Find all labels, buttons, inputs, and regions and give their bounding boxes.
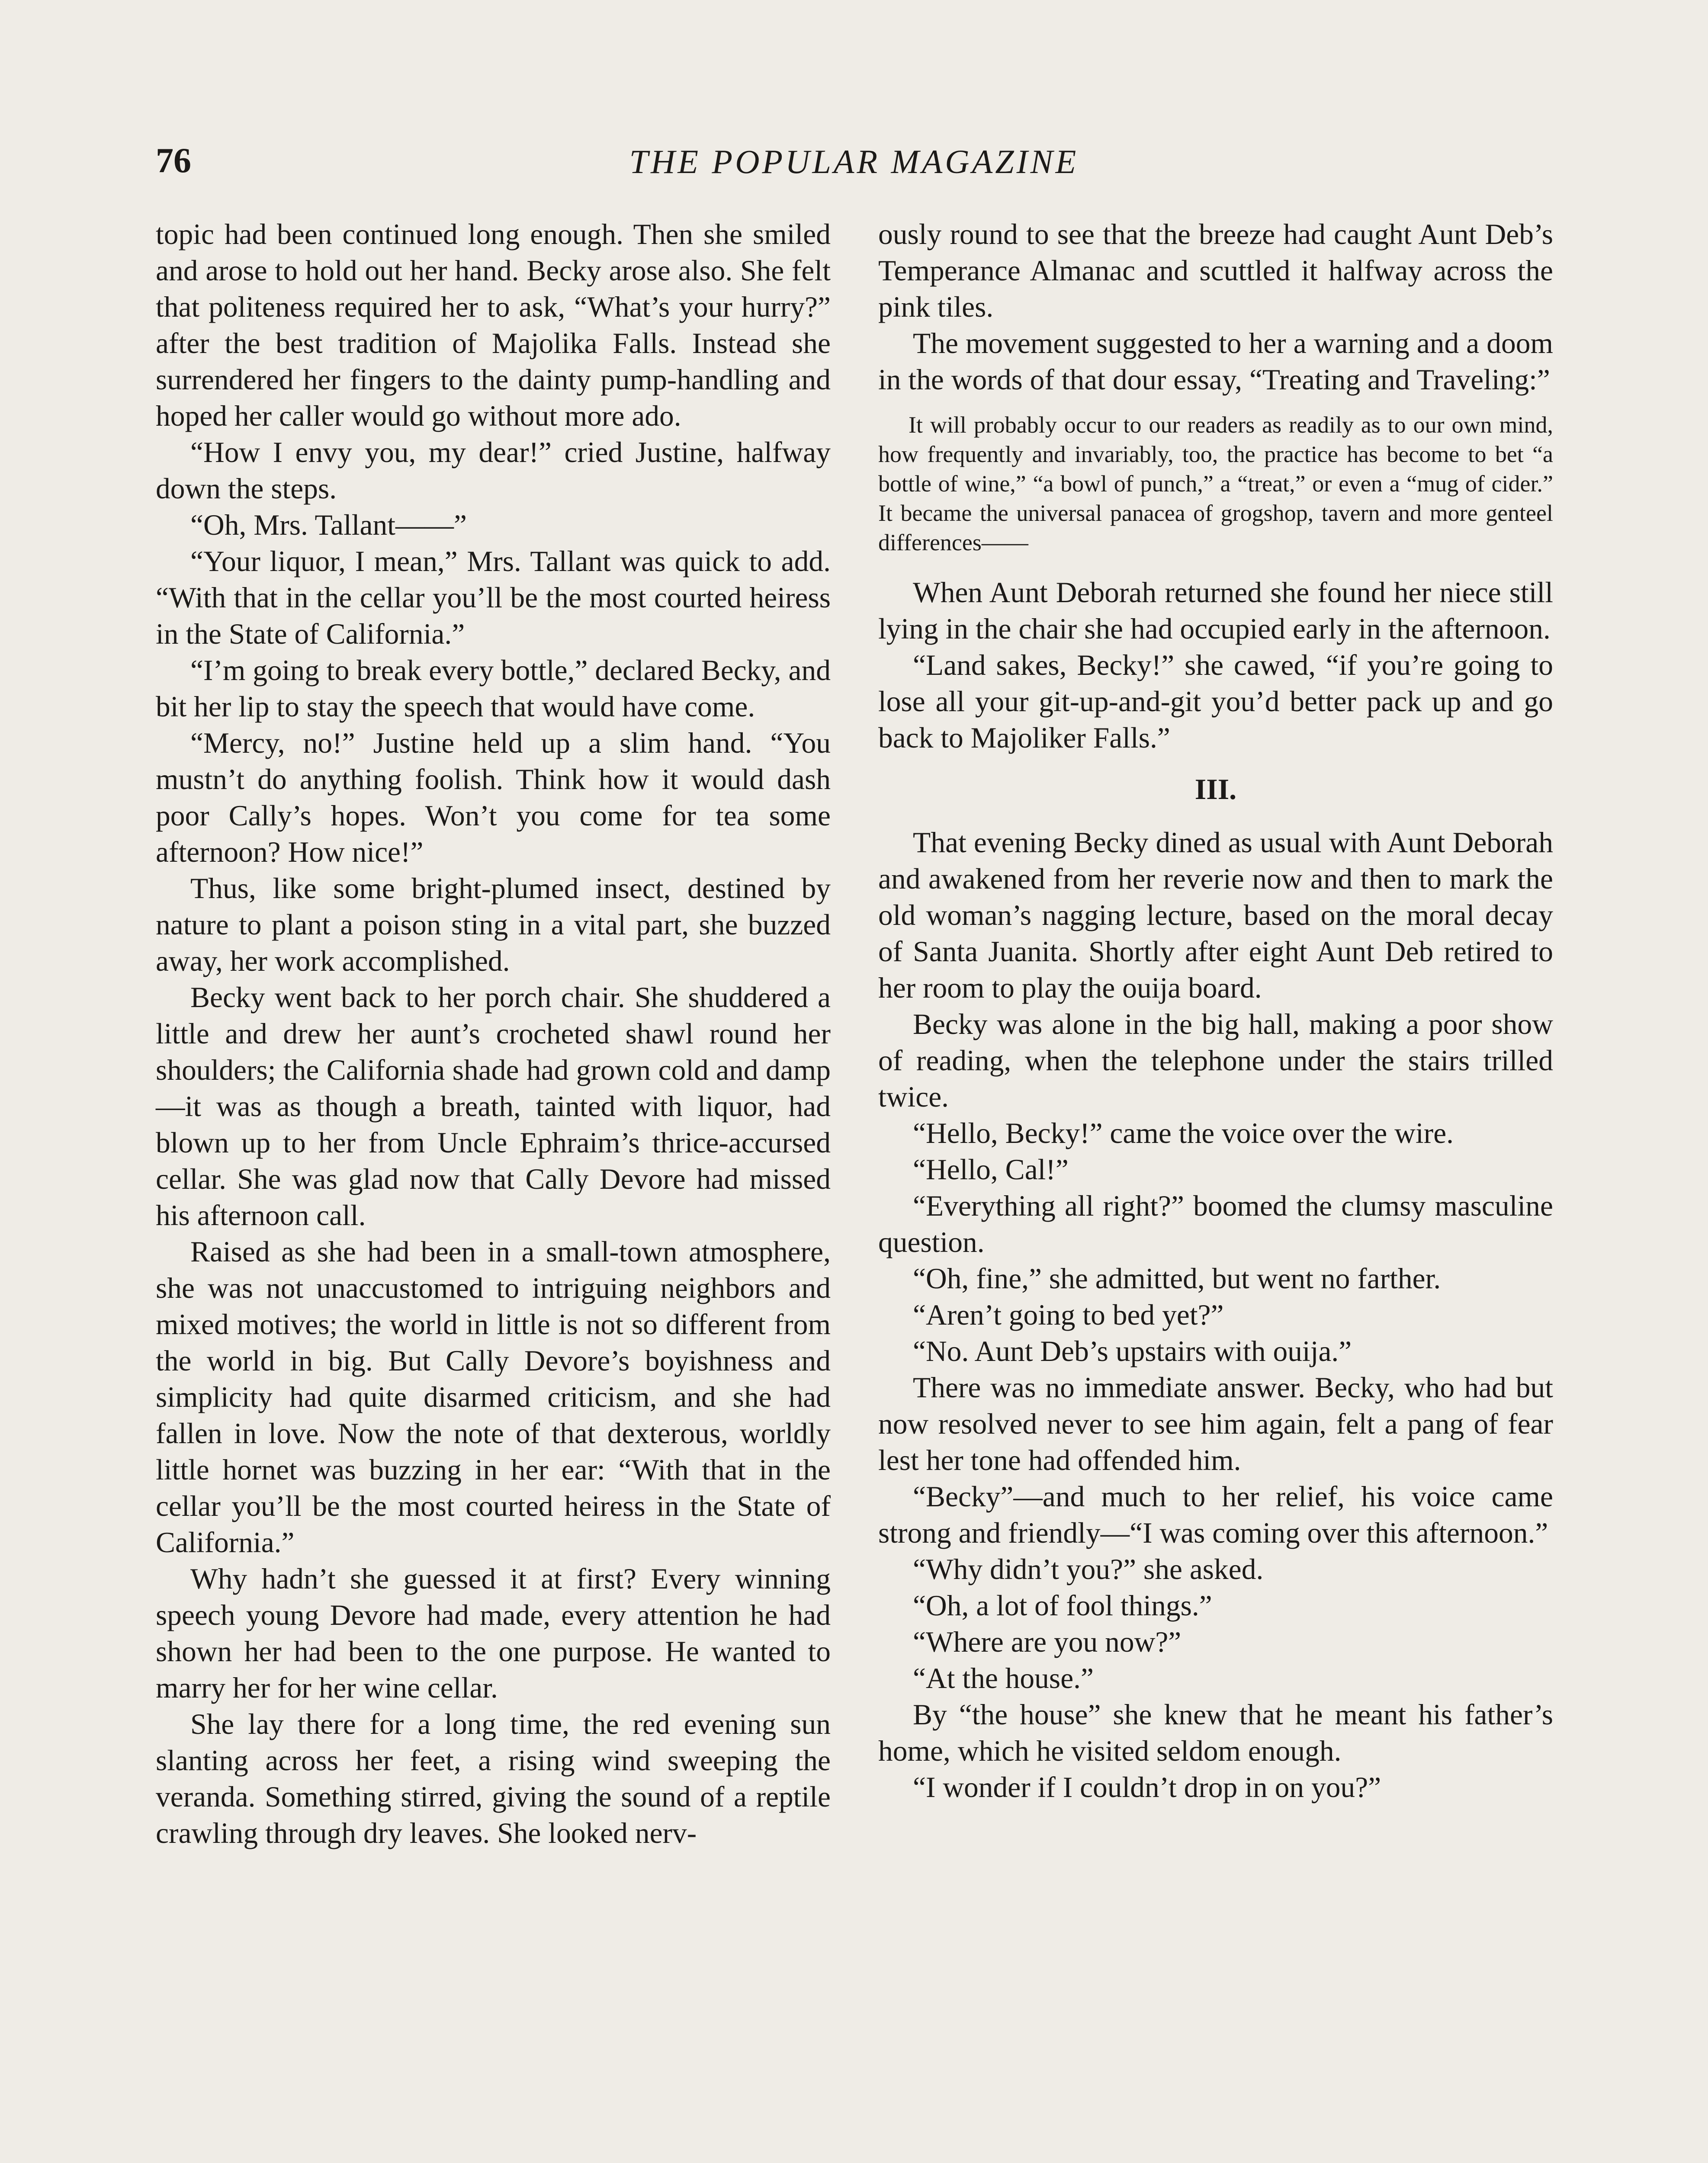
paragraph: “I wonder if I couldn’t drop in on you?” [913,1771,1381,1804]
paragraph: Becky was alone in the big hall, making a poor show of reading, when the telephone under the stairs trilled twice. [878,1008,1553,1113]
paragraph: “I’m going to break every bottle,” declared Becky, and bit her lip to stay the speech that would have come. [156,654,831,723]
paragraph: Becky went back to her porch chair. She shuddered a little and drew her aunt’s crocheted shawl round her shoulders; the California shade had grown cold and damp—it was as though a breath, tainted with liquor, had blown up to her from Uncle Ephraim’s thrice-accursed cellar. She was glad now that Cally Devore had missed his afternoon call. [156,981,831,1232]
paragraph: “No. Aunt Deb’s upstairs with ouija.” [913,1335,1352,1367]
paragraph: She lay there for a long time, the red evening sun slanting across her feet, a rising wind sweeping the veranda. Something stirred, giving the sound of a reptile crawling through dry leaves. She looked nerv- [156,1708,831,1849]
paragraph: “Oh, Mrs. Tallant——” [190,509,467,541]
paragraph: “Everything all right?” boomed the clumsy masculine question. [878,1190,1553,1258]
paragraph: “Mercy, no!” Justine held up a slim hand. “You mustn’t do anything foolish. Think how it would dash poor Cally’s hopes. Won’t you come for tea some afternoon? How nice!” [156,727,831,868]
paragraph: Why hadn’t she guessed it at first? Every winning speech young Devore had made, every attention he had shown her had been to the one purpose. He wanted to marry her for her wine cellar. [156,1563,831,1704]
paragraph: “At the house.” [913,1662,1094,1694]
paragraph: “Oh, a lot of fool things.” [913,1589,1212,1622]
paragraph: That evening Becky dined as usual with Aunt Deborah and awakened from her reverie now and then to mark the old woman’s nagging lecture, based on the moral decay of Santa Juanita. Shortly after eight Aunt Deb retired to her room to play the ouija board. [878,826,1553,1004]
paragraph: “Oh, fine,” she admitted, but went no farther. [913,1262,1441,1295]
paragraph: “Becky”—and much to her relief, his voice came strong and friendly—“I was coming over this afternoon.” [878,1480,1553,1549]
left-column [156,216,831,1852]
paragraph: “Land sakes, Becky!” she cawed, “if you’re going to lose all your git-up-and-git you’d better pack up and go back to Majoliker Falls.” [878,649,1553,754]
paragraph: “Hello, Cal!” [913,1153,1069,1186]
paragraph: “Aren’t going to bed yet?” [913,1299,1224,1331]
block-quote: It will probably occur to our readers as readily as to our own mind, how frequently and invariably, too, the practice has become to bet “a bottle of wine,” “a bowl of punch,” a “treat,” or even a “mug of cider.” It became the universal panacea of grogshop, tavern and more genteel differences—— [878,412,1553,555]
right-column [878,216,1553,1806]
paragraph: The movement suggested to her a warning and a doom in the words of that dour essay, “Treating and Traveling:” [878,327,1553,396]
paragraph: “Your liquor, I mean,” Mrs. Tallant was quick to add. “With that in the cellar you’ll be the most courted heiress in the State of California.” [156,545,831,650]
running-head: THE POPULAR MAGAZINE [629,143,1079,180]
section-number: III. [1194,773,1237,806]
page-number: 76 [156,141,191,180]
paragraph: There was no immediate answer. Becky, who had but now resolved never to see him again, felt a pang of fear lest her tone had offended him. [878,1371,1553,1476]
paragraph: ously round to see that the breeze had caught Aunt Deb’s Temperance Almanac and scuttled it halfway across the pink tiles. [878,218,1553,323]
paragraph: “Hello, Becky!” came the voice over the wire. [913,1117,1454,1149]
paragraph: Raised as she had been in a small-town atmosphere, she was not unaccustomed to intriguing neighbors and mixed motives; the world in little is not so different from the world in big. But Cally Devore’s boyishness and simplicity had quite disarmed criticism, and she had fallen in love. Now the note of that dexterous, worldly little hornet was buzzing in her ear: “With that in the cellar you’ll be the most courted heiress in the State of California.” [156,1236,831,1559]
paragraph: “Why didn’t you?” she asked. [913,1553,1264,1585]
paragraph: “Where are you now?” [913,1626,1181,1658]
paragraph: By “the house” she knew that he meant his father’s home, which he visited seldom enough. [878,1698,1553,1767]
paragraph: Thus, like some bright-plumed insect, destined by nature to plant a poison sting in a vital part, she buzzed away, her work accomplished. [156,872,831,977]
paragraph: When Aunt Deborah returned she found her niece still lying in the chair she had occupied early in the afternoon. [878,576,1553,645]
paragraph: “How I envy you, my dear!” cried Justine, halfway down the steps. [156,436,831,505]
paragraph: topic had been continued long enough. Then she smiled and arose to hold out her hand. Becky arose also. She felt that politeness required her to ask, “What’s your hurry?” after the best tradition of Majolika Falls. Instead she surrendered her fingers to the dainty pump-handling and hoped her caller would go without more ado. [156,218,831,432]
